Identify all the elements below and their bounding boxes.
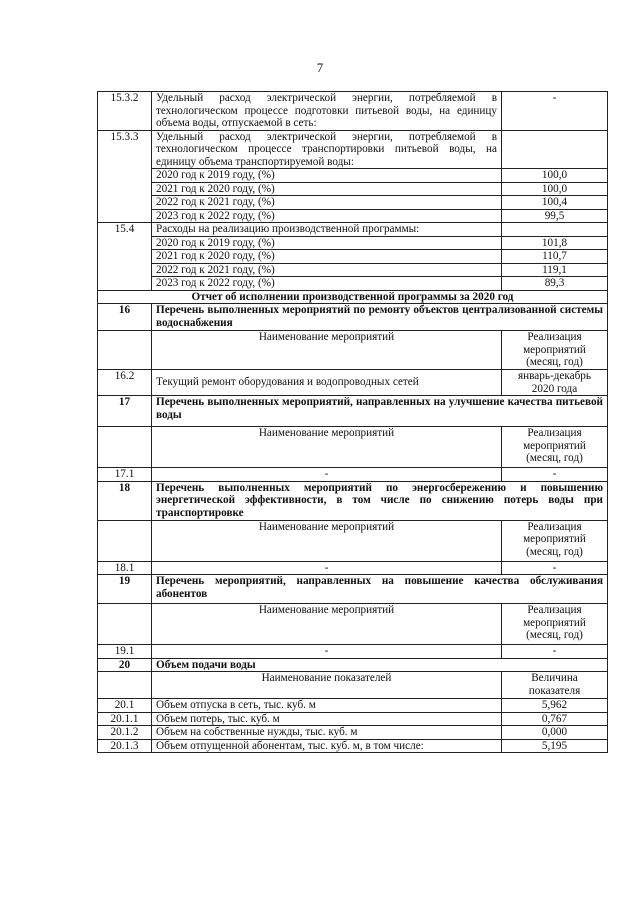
row-value: 101,8 — [502, 236, 608, 250]
column-header-realization: Реализация мероприятий (месяц, год) — [502, 427, 608, 468]
row-value: 89,3 — [502, 277, 608, 291]
column-header-name: Наименование мероприятий — [152, 427, 502, 468]
table-row — [98, 92, 608, 131]
row-number: 19.1 — [98, 645, 152, 659]
section-header — [98, 304, 608, 331]
table-row — [98, 331, 608, 370]
row-value: 0,767 — [502, 712, 608, 726]
row-number: 17.1 — [98, 468, 152, 482]
row-label: Объем отпущенной абонентам, тыс. куб. м, в том числе: — [152, 739, 502, 753]
row-value: январь-декабрь 2020 года — [502, 370, 608, 396]
table-row — [98, 468, 608, 482]
column-header-value: Величина показателя — [502, 672, 608, 699]
table-row — [98, 209, 608, 223]
section-header — [98, 658, 608, 672]
row-value: 5,195 — [502, 739, 608, 753]
row-value: 5,962 — [502, 699, 608, 713]
section-title: Перечень выполненных мероприятий по ремонту объектов централизованной системы водоснабжения — [152, 304, 608, 331]
row-value: 100,0 — [502, 169, 608, 183]
column-header-name: Наименование показателей — [152, 672, 502, 699]
table-row — [98, 223, 608, 237]
program-table — [97, 91, 608, 753]
section-header — [98, 396, 608, 427]
row-number — [98, 520, 152, 561]
row-value: 100,4 — [502, 196, 608, 210]
table-row — [98, 370, 608, 396]
row-label: 2022 год к 2021 году, (%) — [152, 196, 502, 210]
row-value: 0,000 — [502, 726, 608, 740]
row-label: Объем потерь, тыс. куб. м — [152, 712, 502, 726]
row-label: 2023 год к 2022 году, (%) — [152, 277, 502, 291]
row-text: Расходы на реализацию производственной программы: — [152, 223, 502, 237]
row-label: 2021 год к 2020 году, (%) — [152, 182, 502, 196]
section-title: Перечень мероприятий, направленных на повышение качества обслуживания абонентов — [152, 575, 608, 604]
row-number: 18.1 — [98, 561, 152, 575]
page-number: 7 — [316, 60, 324, 75]
row-value: - — [502, 561, 608, 575]
table-row — [98, 712, 608, 726]
row-number: 20.1.1 — [98, 712, 152, 726]
section-header — [98, 575, 608, 604]
table-row — [98, 561, 608, 575]
column-header-realization: Реализация мероприятий (месяц, год) — [502, 331, 608, 370]
row-number — [98, 427, 152, 468]
row-label: Объем на собственные нужды, тыс. куб. м — [152, 726, 502, 740]
row-text: - — [152, 468, 502, 482]
table-row — [98, 250, 608, 264]
table-row — [98, 130, 608, 169]
table-row — [98, 290, 608, 304]
row-number: 16.2 — [98, 370, 152, 396]
row-label: 2020 год к 2019 году, (%) — [152, 169, 502, 183]
table-row — [98, 427, 608, 468]
row-number — [98, 672, 152, 699]
report-title: Отчет об исполнении производственной программы за 2020 год — [98, 290, 608, 304]
row-number: 15.4 — [98, 223, 152, 291]
row-text: Текущий ремонт оборудования и водопроводных сетей — [152, 370, 502, 396]
row-label: Объем отпуска в сеть, тыс. куб. м — [152, 699, 502, 713]
row-number: 20.1 — [98, 699, 152, 713]
row-text: - — [152, 561, 502, 575]
row-number — [98, 604, 152, 645]
section-title: Перечень выполненных мероприятий по энергосбережению и повышению энергетической эффективности, в том числе по снижению потерь воды при транспортировке — [152, 481, 608, 520]
row-text: Удельный расход электрической энергии, потребляемой в технологическом процессе подготовки питьевой воды, на единицу объема воды, отпускаемой в сеть: — [152, 92, 502, 131]
table-row — [98, 263, 608, 277]
section-header — [98, 481, 608, 520]
row-text: Удельный расход электрической энергии, потребляемой в технологическом процессе транспортировки питьевой воды, на единицу объема транспортируемой воды: — [152, 130, 502, 169]
column-header-name: Наименование мероприятий — [152, 331, 502, 370]
row-value — [502, 130, 608, 169]
section-title: Объем подачи воды — [152, 658, 608, 672]
row-value: 119,1 — [502, 263, 608, 277]
row-label: 2022 год к 2021 году, (%) — [152, 263, 502, 277]
row-value: - — [502, 92, 608, 131]
table-row — [98, 182, 608, 196]
row-number: 20.1.2 — [98, 726, 152, 740]
section-number: 20 — [98, 658, 152, 672]
row-value: 110,7 — [502, 250, 608, 264]
row-label: 2023 год к 2022 году, (%) — [152, 209, 502, 223]
column-header-realization: Реализация мероприятий (месяц, год) — [502, 520, 608, 561]
table-row — [98, 236, 608, 250]
table-row — [98, 604, 608, 645]
row-value: 99,5 — [502, 209, 608, 223]
table-row — [98, 277, 608, 291]
row-number: 15.3.2 — [98, 92, 152, 131]
row-value: 100,0 — [502, 182, 608, 196]
row-number: 20.1.3 — [98, 739, 152, 753]
row-value: - — [502, 645, 608, 659]
table-row — [98, 196, 608, 210]
row-label: 2021 год к 2020 году, (%) — [152, 250, 502, 264]
section-number: 16 — [98, 304, 152, 331]
row-value: - — [502, 468, 608, 482]
row-value — [502, 223, 608, 237]
row-number: 15.3.3 — [98, 130, 152, 223]
row-label: 2020 год к 2019 году, (%) — [152, 236, 502, 250]
section-title: Перечень выполненных мероприятий, направленных на улучшение качества питьевой воды — [152, 396, 608, 427]
row-number — [98, 331, 152, 370]
table-row — [98, 520, 608, 561]
table-row — [98, 645, 608, 659]
table-row — [98, 739, 608, 753]
column-header-realization: Реализация мероприятий (месяц, год) — [502, 604, 608, 645]
section-number: 19 — [98, 575, 152, 604]
column-header-name: Наименование мероприятий — [152, 520, 502, 561]
table-row — [98, 726, 608, 740]
table-row — [98, 699, 608, 713]
table-row — [98, 672, 608, 699]
section-number: 18 — [98, 481, 152, 520]
table-row — [98, 169, 608, 183]
row-text: - — [152, 645, 502, 659]
column-header-name: Наименование мероприятий — [152, 604, 502, 645]
section-number: 17 — [98, 396, 152, 427]
